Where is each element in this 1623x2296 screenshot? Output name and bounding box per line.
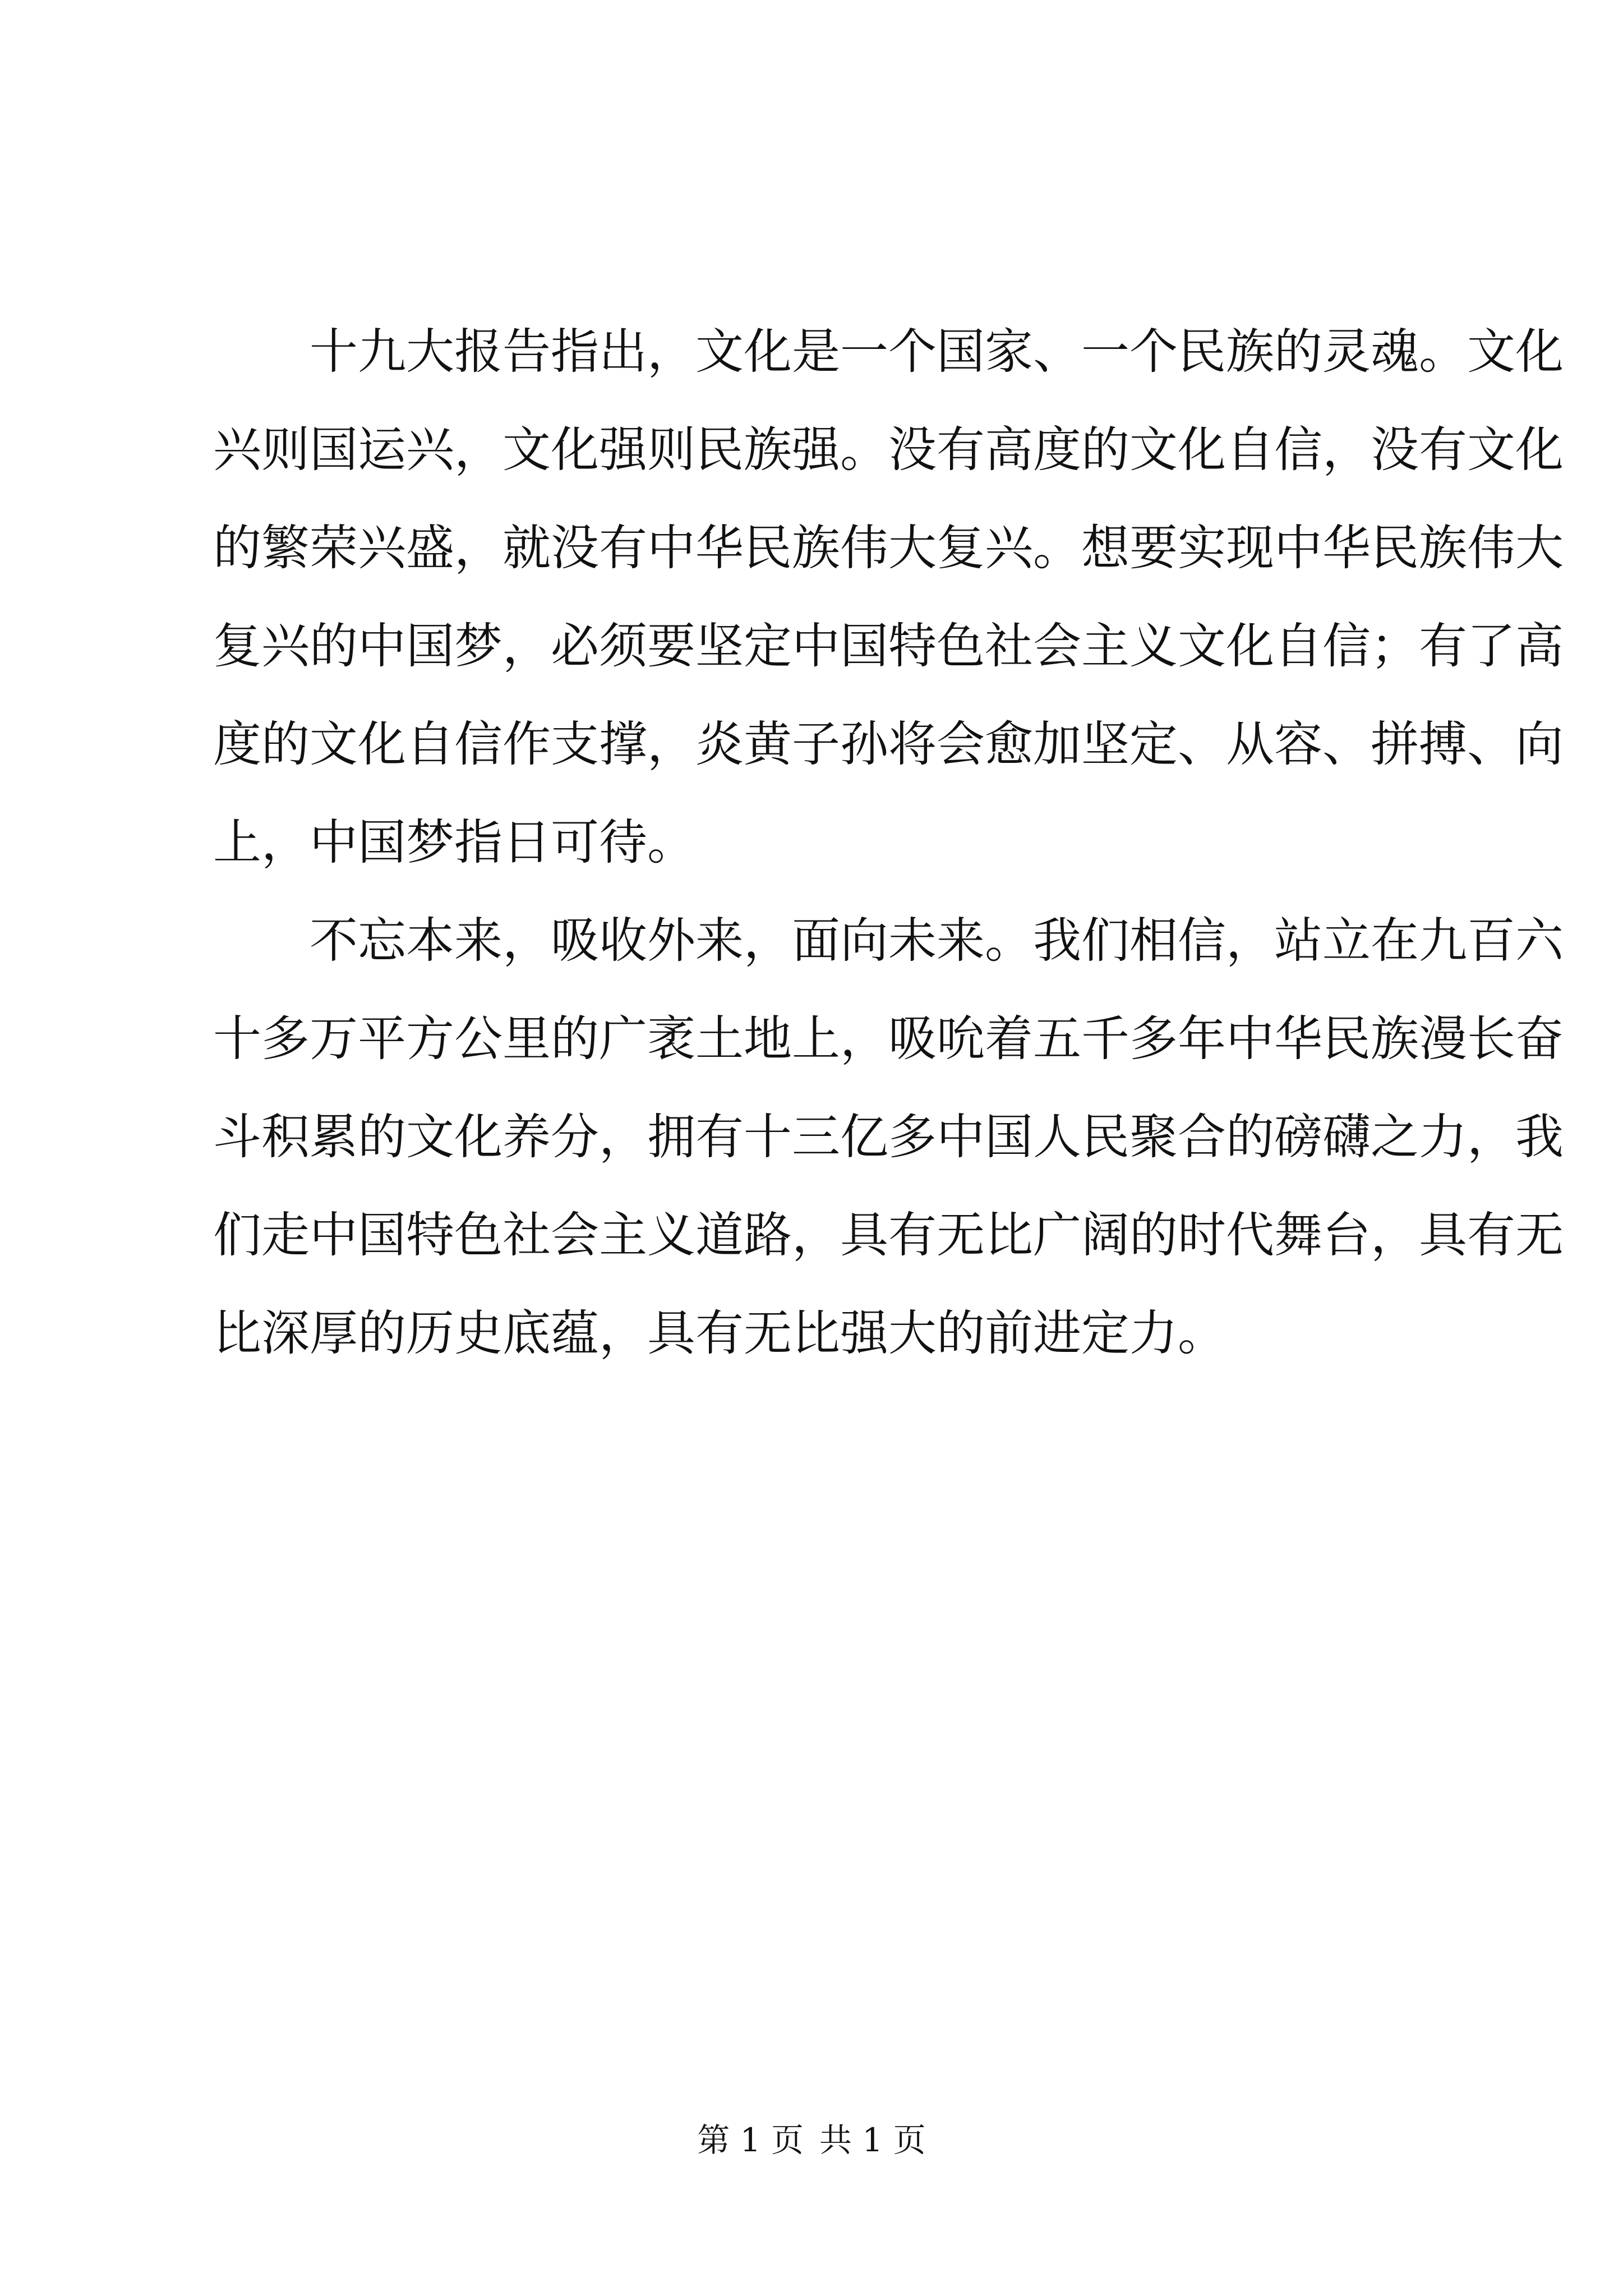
text-line: 们走中国特色社会主义道路，具有无比广阔的时代舞台，具有无 (213, 1207, 1564, 1263)
page-footer (0, 2118, 1623, 2162)
body-text (213, 303, 1564, 1383)
paragraph-1 (213, 303, 1564, 892)
paragraph-2 (213, 892, 1564, 1383)
text-line: 十九大报告指出，文化是一个国家、一个民族的灵魂。文化 (213, 324, 1564, 380)
page-number: 第 1 页 (697, 2121, 804, 2159)
text-line: 不忘本来，吸收外来，面向未来。我们相信，站立在九百六 (213, 913, 1564, 969)
text-line: 比深厚的历史底蕴，具有无比强大的前进定力。 (213, 1305, 1226, 1361)
page-total: 共 1 页 (819, 2121, 926, 2159)
text-line: 十多万平方公里的广袤土地上，吸吮着五千多年中华民族漫长奋 (213, 1011, 1564, 1067)
text-line: 上，中国梦指日可待。 (213, 815, 695, 871)
text-line: 兴则国运兴，文化强则民族强。没有高度的文化自信，没有文化 (213, 422, 1564, 478)
text-line: 斗积累的文化养分，拥有十三亿多中国人民聚合的磅礴之力，我 (213, 1109, 1564, 1165)
text-line: 的繁荣兴盛，就没有中华民族伟大复兴。想要实现中华民族伟大 (213, 520, 1564, 576)
text-line: 度的文化自信作支撑，炎黄子孙将会愈加坚定、从容、拼搏、向 (213, 716, 1564, 772)
text-line: 复兴的中国梦，必须要坚定中国特色社会主义文化自信；有了高 (213, 618, 1564, 674)
